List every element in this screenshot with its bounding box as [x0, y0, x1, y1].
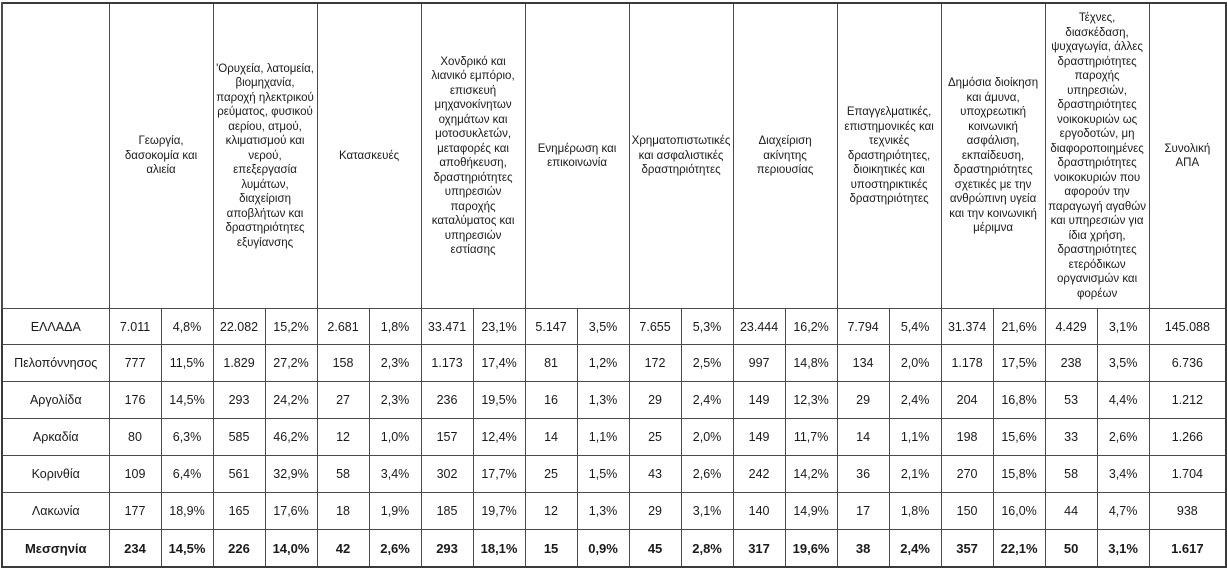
percent-cell: 14,0%	[265, 530, 317, 568]
total-cell: 1.617	[1149, 530, 1226, 568]
value-cell: 25	[525, 456, 577, 493]
percent-cell: 2,1%	[889, 456, 941, 493]
value-cell: 29	[837, 382, 889, 419]
value-cell: 226	[213, 530, 265, 568]
percent-cell: 1,5%	[577, 456, 629, 493]
total-cell: 1.212	[1149, 382, 1226, 419]
total-cell: 938	[1149, 493, 1226, 530]
percent-cell: 11,5%	[161, 345, 213, 382]
table-row	[2, 530, 1226, 568]
percent-cell: 0,9%	[577, 530, 629, 568]
percent-cell: 1,8%	[369, 309, 421, 345]
header-row	[2, 3, 1226, 309]
value-cell: 44	[1045, 493, 1097, 530]
value-cell: 22.082	[213, 309, 265, 345]
percent-cell: 27,2%	[265, 345, 317, 382]
percent-cell: 15,6%	[993, 419, 1045, 456]
value-cell: 238	[1045, 345, 1097, 382]
percent-cell: 32,9%	[265, 456, 317, 493]
value-cell: 7.655	[629, 309, 681, 345]
value-cell: 25	[629, 419, 681, 456]
percent-cell: 2,4%	[889, 382, 941, 419]
value-cell: 357	[941, 530, 993, 568]
value-cell: 81	[525, 345, 577, 382]
row-label: Πελοπόννησος	[2, 345, 109, 382]
value-cell: 14	[525, 419, 577, 456]
value-cell: 1.178	[941, 345, 993, 382]
percent-cell: 17,6%	[265, 493, 317, 530]
percent-cell: 3,4%	[1097, 456, 1149, 493]
value-cell: 777	[109, 345, 161, 382]
percent-cell: 1,1%	[577, 419, 629, 456]
value-cell: 270	[941, 456, 993, 493]
value-cell: 185	[421, 493, 473, 530]
percent-cell: 1,0%	[369, 419, 421, 456]
percent-cell: 18,1%	[473, 530, 525, 568]
value-cell: 43	[629, 456, 681, 493]
percent-cell: 19,7%	[473, 493, 525, 530]
value-cell: 109	[109, 456, 161, 493]
value-cell: 150	[941, 493, 993, 530]
table-row	[2, 493, 1226, 530]
header-arts: Τέχνες, διασκέδαση, ψυχαγωγία, άλλες δραστηριότητες παροχής υπηρεσιών, δραστηριότητες νοικοκυριών ως εργοδοτών, μη διαφοροποιημένες δραστηριότητες νοικοκυριών που αφορούν την παραγωγή αγαθών και υπηρεσιών για ίδια χρήση, δραστηριότητες ετερόδικων οργανισμών και φορέων	[1045, 3, 1149, 309]
corner-cell	[2, 3, 109, 309]
value-cell: 158	[317, 345, 369, 382]
percent-cell: 6,3%	[161, 419, 213, 456]
gva-table	[1, 2, 1227, 568]
percent-cell: 1,2%	[577, 345, 629, 382]
value-cell: 149	[733, 382, 785, 419]
percent-cell: 1,8%	[889, 493, 941, 530]
percent-cell: 15,2%	[265, 309, 317, 345]
value-cell: 1.173	[421, 345, 473, 382]
value-cell: 80	[109, 419, 161, 456]
percent-cell: 2,5%	[681, 345, 733, 382]
value-cell: 172	[629, 345, 681, 382]
percent-cell: 16,2%	[785, 309, 837, 345]
percent-cell: 3,1%	[681, 493, 733, 530]
percent-cell: 6,4%	[161, 456, 213, 493]
value-cell: 7.794	[837, 309, 889, 345]
value-cell: 234	[109, 530, 161, 568]
percent-cell: 19,5%	[473, 382, 525, 419]
table-row	[2, 345, 1226, 382]
header-real-estate: Διαχείριση ακίνητης περιουσίας	[733, 3, 837, 309]
percent-cell: 16,8%	[993, 382, 1045, 419]
percent-cell: 18,9%	[161, 493, 213, 530]
value-cell: 29	[629, 382, 681, 419]
percent-cell: 2,3%	[369, 382, 421, 419]
value-cell: 23.444	[733, 309, 785, 345]
percent-cell: 12,3%	[785, 382, 837, 419]
value-cell: 17	[837, 493, 889, 530]
value-cell: 7.011	[109, 309, 161, 345]
header-finance: Χρηματοπιστωτικές και ασφαλιστικές δραστηριότητες	[629, 3, 733, 309]
total-cell: 1.704	[1149, 456, 1226, 493]
value-cell: 157	[421, 419, 473, 456]
percent-cell: 14,5%	[161, 530, 213, 568]
percent-cell: 2,0%	[889, 345, 941, 382]
value-cell: 236	[421, 382, 473, 419]
percent-cell: 12,4%	[473, 419, 525, 456]
value-cell: 58	[1045, 456, 1097, 493]
table-row	[2, 309, 1226, 345]
percent-cell: 5,4%	[889, 309, 941, 345]
value-cell: 58	[317, 456, 369, 493]
value-cell: 33	[1045, 419, 1097, 456]
header-agriculture: Γεωργία, δασοκομία και αλιεία	[109, 3, 213, 309]
row-label: Αρκαδία	[2, 419, 109, 456]
percent-cell: 14,5%	[161, 382, 213, 419]
percent-cell: 2,6%	[369, 530, 421, 568]
value-cell: 176	[109, 382, 161, 419]
percent-cell: 3,4%	[369, 456, 421, 493]
percent-cell: 4,4%	[1097, 382, 1149, 419]
header-trade: Χονδρικό και λιανικό εμπόριο, επισκευή μηχανοκίνητων οχημάτων και μοτοσυκλετών, μεταφορές και αποθήκευση, δραστηριότητες υπηρεσιών παροχής καταλύματος και υπηρεσιών εστίασης	[421, 3, 525, 309]
percent-cell: 5,3%	[681, 309, 733, 345]
percent-cell: 15,8%	[993, 456, 1045, 493]
value-cell: 15	[525, 530, 577, 568]
percent-cell: 2,6%	[681, 456, 733, 493]
percent-cell: 11,7%	[785, 419, 837, 456]
total-cell: 145.088	[1149, 309, 1226, 345]
percent-cell: 1,9%	[369, 493, 421, 530]
row-label: Λακωνία	[2, 493, 109, 530]
percent-cell: 17,7%	[473, 456, 525, 493]
percent-cell: 2,6%	[1097, 419, 1149, 456]
value-cell: 27	[317, 382, 369, 419]
value-cell: 5.147	[525, 309, 577, 345]
row-label: ΕΛΛΑΔΑ	[2, 309, 109, 345]
percent-cell: 46,2%	[265, 419, 317, 456]
value-cell: 140	[733, 493, 785, 530]
value-cell: 50	[1045, 530, 1097, 568]
value-cell: 12	[317, 419, 369, 456]
row-label: Αργολίδα	[2, 382, 109, 419]
value-cell: 302	[421, 456, 473, 493]
value-cell: 561	[213, 456, 265, 493]
value-cell: 12	[525, 493, 577, 530]
percent-cell: 14,8%	[785, 345, 837, 382]
value-cell: 242	[733, 456, 785, 493]
percent-cell: 3,5%	[1097, 345, 1149, 382]
percent-cell: 17,4%	[473, 345, 525, 382]
percent-cell: 4,8%	[161, 309, 213, 345]
value-cell: 293	[213, 382, 265, 419]
value-cell: 36	[837, 456, 889, 493]
table-row	[2, 419, 1226, 456]
value-cell: 204	[941, 382, 993, 419]
percent-cell: 14,2%	[785, 456, 837, 493]
percent-cell: 23,1%	[473, 309, 525, 345]
header-industry: 'Ορυχεία, λατομεία, βιομηχανία, παροχή ηλεκτρικού ρεύματος, φυσικού αερίου, ατμού, κλιματισμού και νερού, επεξεργασία λυμάτων, διαχείριση αποβλήτων και δραστηριότητες εξυγίανσης	[213, 3, 317, 309]
percent-cell: 19,6%	[785, 530, 837, 568]
percent-cell: 22,1%	[993, 530, 1045, 568]
value-cell: 4.429	[1045, 309, 1097, 345]
percent-cell: 17,5%	[993, 345, 1045, 382]
row-label: Μεσσηνία	[2, 530, 109, 568]
value-cell: 149	[733, 419, 785, 456]
percent-cell: 1,3%	[577, 382, 629, 419]
value-cell: 177	[109, 493, 161, 530]
percent-cell: 1,3%	[577, 493, 629, 530]
total-cell: 1.266	[1149, 419, 1226, 456]
header-total-gva: Συνολική ΑΠΑ	[1149, 3, 1226, 309]
percent-cell: 1,1%	[889, 419, 941, 456]
value-cell: 42	[317, 530, 369, 568]
percent-cell: 2,4%	[681, 382, 733, 419]
value-cell: 53	[1045, 382, 1097, 419]
value-cell: 585	[213, 419, 265, 456]
header-construction: Κατασκευές	[317, 3, 421, 309]
header-professional: Επαγγελματικές, επιστημονικές και τεχνικές δραστηριότητες, διοικητικές και υποστηρικτικές δραστηριότητες	[837, 3, 941, 309]
percent-cell: 3,5%	[577, 309, 629, 345]
value-cell: 29	[629, 493, 681, 530]
value-cell: 33.471	[421, 309, 473, 345]
value-cell: 317	[733, 530, 785, 568]
value-cell: 16	[525, 382, 577, 419]
percent-cell: 2,0%	[681, 419, 733, 456]
value-cell: 31.374	[941, 309, 993, 345]
value-cell: 45	[629, 530, 681, 568]
value-cell: 134	[837, 345, 889, 382]
value-cell: 165	[213, 493, 265, 530]
table-row	[2, 382, 1226, 419]
value-cell: 198	[941, 419, 993, 456]
percent-cell: 2,3%	[369, 345, 421, 382]
value-cell: 18	[317, 493, 369, 530]
percent-cell: 4,7%	[1097, 493, 1149, 530]
percent-cell: 2,4%	[889, 530, 941, 568]
percent-cell: 2,8%	[681, 530, 733, 568]
percent-cell: 16,0%	[993, 493, 1045, 530]
value-cell: 293	[421, 530, 473, 568]
header-public-admin: Δημόσια διοίκηση και άμυνα, υποχρεωτική κοινωνική ασφάλιση, εκπαίδευση, δραστηριότητες σχετικές με την ανθρώπινη υγεία και την κοινωνική μέριμνα	[941, 3, 1045, 309]
value-cell: 1.829	[213, 345, 265, 382]
percent-cell: 21,6%	[993, 309, 1045, 345]
row-label: Κορινθία	[2, 456, 109, 493]
value-cell: 38	[837, 530, 889, 568]
total-cell: 6.736	[1149, 345, 1226, 382]
percent-cell: 14,9%	[785, 493, 837, 530]
percent-cell: 24,2%	[265, 382, 317, 419]
value-cell: 2.681	[317, 309, 369, 345]
value-cell: 14	[837, 419, 889, 456]
percent-cell: 3,1%	[1097, 530, 1149, 568]
percent-cell: 3,1%	[1097, 309, 1149, 345]
value-cell: 997	[733, 345, 785, 382]
header-information: Ενημέρωση και επικοινωνία	[525, 3, 629, 309]
table-row	[2, 456, 1226, 493]
